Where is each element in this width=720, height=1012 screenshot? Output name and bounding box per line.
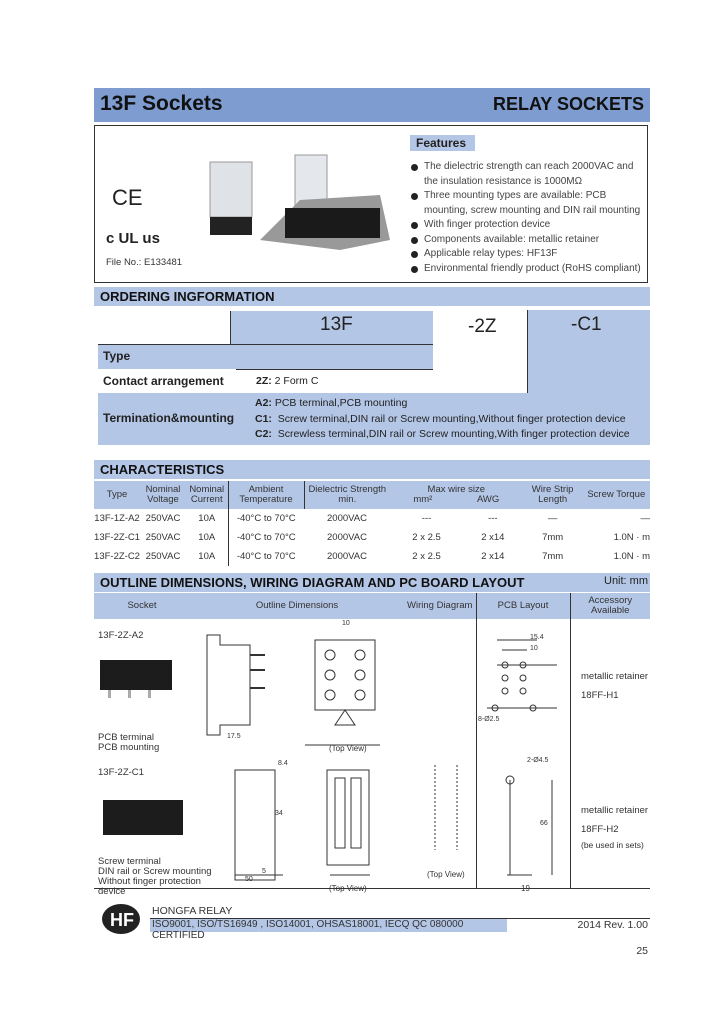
table-row bbox=[94, 528, 650, 547]
pcb-dim: 15.4 bbox=[530, 634, 544, 641]
type-label: Type bbox=[103, 349, 131, 363]
col-torque: Screw Torque bbox=[583, 481, 650, 509]
cell: -40°C to 70°C bbox=[228, 509, 304, 528]
characteristics-table bbox=[94, 481, 650, 566]
cell: 2 x 2.5 bbox=[412, 551, 441, 562]
dim-label: 17.5 bbox=[227, 733, 241, 740]
feature-item: Environmental friendly product (RoHS compliant) bbox=[410, 262, 646, 277]
term-code: C1: bbox=[255, 412, 272, 425]
col-accessory: Accessory Available bbox=[570, 593, 650, 619]
cell: 7mm bbox=[542, 551, 564, 562]
cell: 2 x14 bbox=[481, 532, 505, 543]
socket-photo bbox=[98, 655, 178, 700]
feature-item: With finger protection device bbox=[410, 218, 646, 233]
order-code-contact: -2Z bbox=[468, 316, 497, 337]
certifications: ISO9001, ISO/TS16949 , ISO14001, OHSAS18001, IECQ QC 080000 CERTIFIED bbox=[150, 919, 507, 932]
contact-desc: 2 Form C bbox=[274, 375, 319, 387]
accessory-note: (be used in sets) bbox=[581, 840, 644, 850]
cell: 10A bbox=[198, 532, 216, 543]
socket-desc: PCB mounting bbox=[98, 742, 160, 753]
col-temperature: Ambient Temperature bbox=[228, 481, 304, 509]
cell: --- bbox=[421, 513, 432, 524]
ordering-header: ORDERING INGFORMATION bbox=[94, 287, 650, 306]
file-number: File No.: E133481 bbox=[106, 257, 183, 268]
product-photo bbox=[200, 150, 400, 260]
characteristics-header: CHARACTERISTICS bbox=[94, 460, 650, 479]
cell: 250VAC bbox=[145, 551, 181, 562]
order-code-termination: -C1 bbox=[571, 314, 602, 335]
cell: 13F-1Z-A2 bbox=[94, 513, 140, 524]
pcb-hole-dim: 2-Ø4.5 bbox=[527, 757, 549, 764]
cell: — bbox=[640, 513, 650, 524]
col-socket: Socket bbox=[94, 593, 190, 619]
col-wire-size bbox=[390, 481, 523, 509]
category-title: RELAY SOCKETS bbox=[492, 94, 644, 114]
contact-code: 2Z: bbox=[256, 375, 272, 387]
page-number: 25 bbox=[636, 945, 648, 957]
ce-mark: CE bbox=[112, 185, 143, 210]
table-row bbox=[94, 509, 650, 528]
pcb-dim: 10 bbox=[530, 645, 538, 652]
col-current: Nominal Current bbox=[186, 481, 228, 509]
cell: 10A bbox=[198, 513, 216, 524]
dim-label: 8.4 bbox=[278, 760, 288, 767]
pcb-dim: 66 bbox=[540, 820, 548, 827]
cell: 7mm bbox=[542, 532, 564, 543]
term-desc: Screw terminal,DIN rail or Screw mounting,Without finger protection device bbox=[277, 412, 626, 425]
awg-label: AWG bbox=[476, 494, 500, 505]
cell: --- bbox=[488, 513, 498, 524]
outline-drawings bbox=[195, 620, 475, 888]
order-code-series: 13F bbox=[320, 314, 353, 335]
cell: 2000VAC bbox=[327, 532, 367, 543]
cell: 1.0N · m bbox=[613, 551, 650, 562]
feature-item: The dielectric strength can reach 2000VAC and the insulation resistance is 1000MΩ bbox=[410, 160, 646, 189]
feature-item: Three mounting types are available: PCB mounting, screw mounting and DIN rail mounting bbox=[410, 189, 646, 218]
cell: 2000VAC bbox=[327, 551, 367, 562]
col-pcb: PCB Layout bbox=[476, 593, 570, 619]
feature-item: Applicable relay types: HF13F bbox=[410, 247, 646, 262]
accessory-name: metallic retainer bbox=[581, 671, 649, 682]
col-strip-length: Wire Strip Length bbox=[523, 481, 583, 509]
cell: — bbox=[547, 513, 558, 524]
top-view-label: (Top View) bbox=[329, 884, 367, 893]
col-voltage: Nominal Voltage bbox=[140, 481, 186, 509]
contact-label: Contact arrangement bbox=[103, 374, 224, 388]
features-title: Features bbox=[410, 135, 475, 151]
socket-desc: Screw terminal bbox=[98, 856, 161, 867]
cell: 13F-2Z-C2 bbox=[94, 551, 140, 562]
dim-label: 50 bbox=[245, 876, 253, 883]
cell: -40°C to 70°C bbox=[228, 547, 304, 566]
accessory-model: 18FF-H1 bbox=[581, 690, 619, 701]
dim-label: 5 bbox=[262, 868, 266, 875]
socket-model: 13F-2Z-A2 bbox=[98, 630, 144, 641]
accessory-model: 18FF-H2 bbox=[581, 824, 619, 835]
unit-label: Unit: mm bbox=[604, 575, 648, 587]
dim-label: 34 bbox=[275, 810, 283, 817]
pcb-dim: 19 bbox=[521, 884, 530, 893]
socket-desc: Without finger protection bbox=[98, 876, 201, 887]
cell: 13F-2Z-C1 bbox=[94, 532, 140, 543]
term-desc: PCB terminal,PCB mounting bbox=[274, 397, 408, 409]
cell: -40°C to 70°C bbox=[228, 528, 304, 547]
svg-text:HF: HF bbox=[110, 910, 134, 930]
cell: 250VAC bbox=[145, 532, 181, 543]
socket-photo bbox=[98, 790, 188, 845]
revision: 2014 Rev. 1.00 bbox=[577, 919, 648, 931]
page-title: 13F Sockets bbox=[100, 92, 223, 115]
term-desc: Screwless terminal,DIN rail or Screw mounting,With finger protection device bbox=[277, 428, 630, 440]
mm2-label: mm² bbox=[413, 494, 433, 505]
company-name: HONGFA RELAY bbox=[152, 905, 233, 917]
pcb-layout-drawing bbox=[477, 620, 570, 888]
wiring-top-view-label: (Top View) bbox=[427, 870, 465, 879]
ul-mark: c UL us bbox=[106, 230, 160, 247]
col-wiring: Wiring Diagram bbox=[404, 593, 476, 619]
cell: 1.0N · m bbox=[613, 532, 650, 543]
socket-model: 13F-2Z-C1 bbox=[98, 767, 144, 778]
socket-desc: DIN rail or Screw mounting bbox=[98, 866, 212, 877]
accessory-name: metallic retainer bbox=[581, 805, 649, 816]
features-list bbox=[410, 160, 646, 276]
col-outline: Outline Dimensions bbox=[190, 593, 404, 619]
term-code: A2: bbox=[255, 397, 272, 409]
termination-label: Termination&mounting bbox=[103, 411, 235, 425]
table-row bbox=[94, 547, 650, 566]
term-code: C2: bbox=[255, 428, 272, 440]
cell: 2 x14 bbox=[481, 551, 505, 562]
top-view-label: (Top View) bbox=[329, 744, 367, 753]
hongfa-logo bbox=[100, 903, 146, 935]
outline-header: OUTLINE DIMENSIONS, WIRING DIAGRAM AND PC BOARD LAYOUT bbox=[94, 573, 650, 592]
outline-table-header bbox=[94, 593, 650, 619]
pcb-hole-dim: 8-Ø2.5 bbox=[478, 716, 500, 723]
dim-label: 10 bbox=[342, 620, 350, 627]
type-row bbox=[98, 344, 433, 369]
title-bar bbox=[94, 88, 650, 122]
cell: 250VAC bbox=[145, 513, 181, 524]
socket-desc: device bbox=[98, 886, 126, 897]
cell: 2000VAC bbox=[327, 513, 367, 524]
feature-item: Components available: metallic retainer bbox=[410, 233, 646, 248]
cell: 10A bbox=[198, 551, 216, 562]
wire-size-label: Max wire size bbox=[427, 484, 486, 495]
termination-options bbox=[255, 396, 630, 443]
cell: 2 x 2.5 bbox=[412, 532, 441, 543]
socket-desc: PCB terminal bbox=[98, 732, 154, 743]
col-type: Type bbox=[94, 481, 140, 509]
col-dielectric: Dielectric Strength min. bbox=[304, 481, 390, 509]
